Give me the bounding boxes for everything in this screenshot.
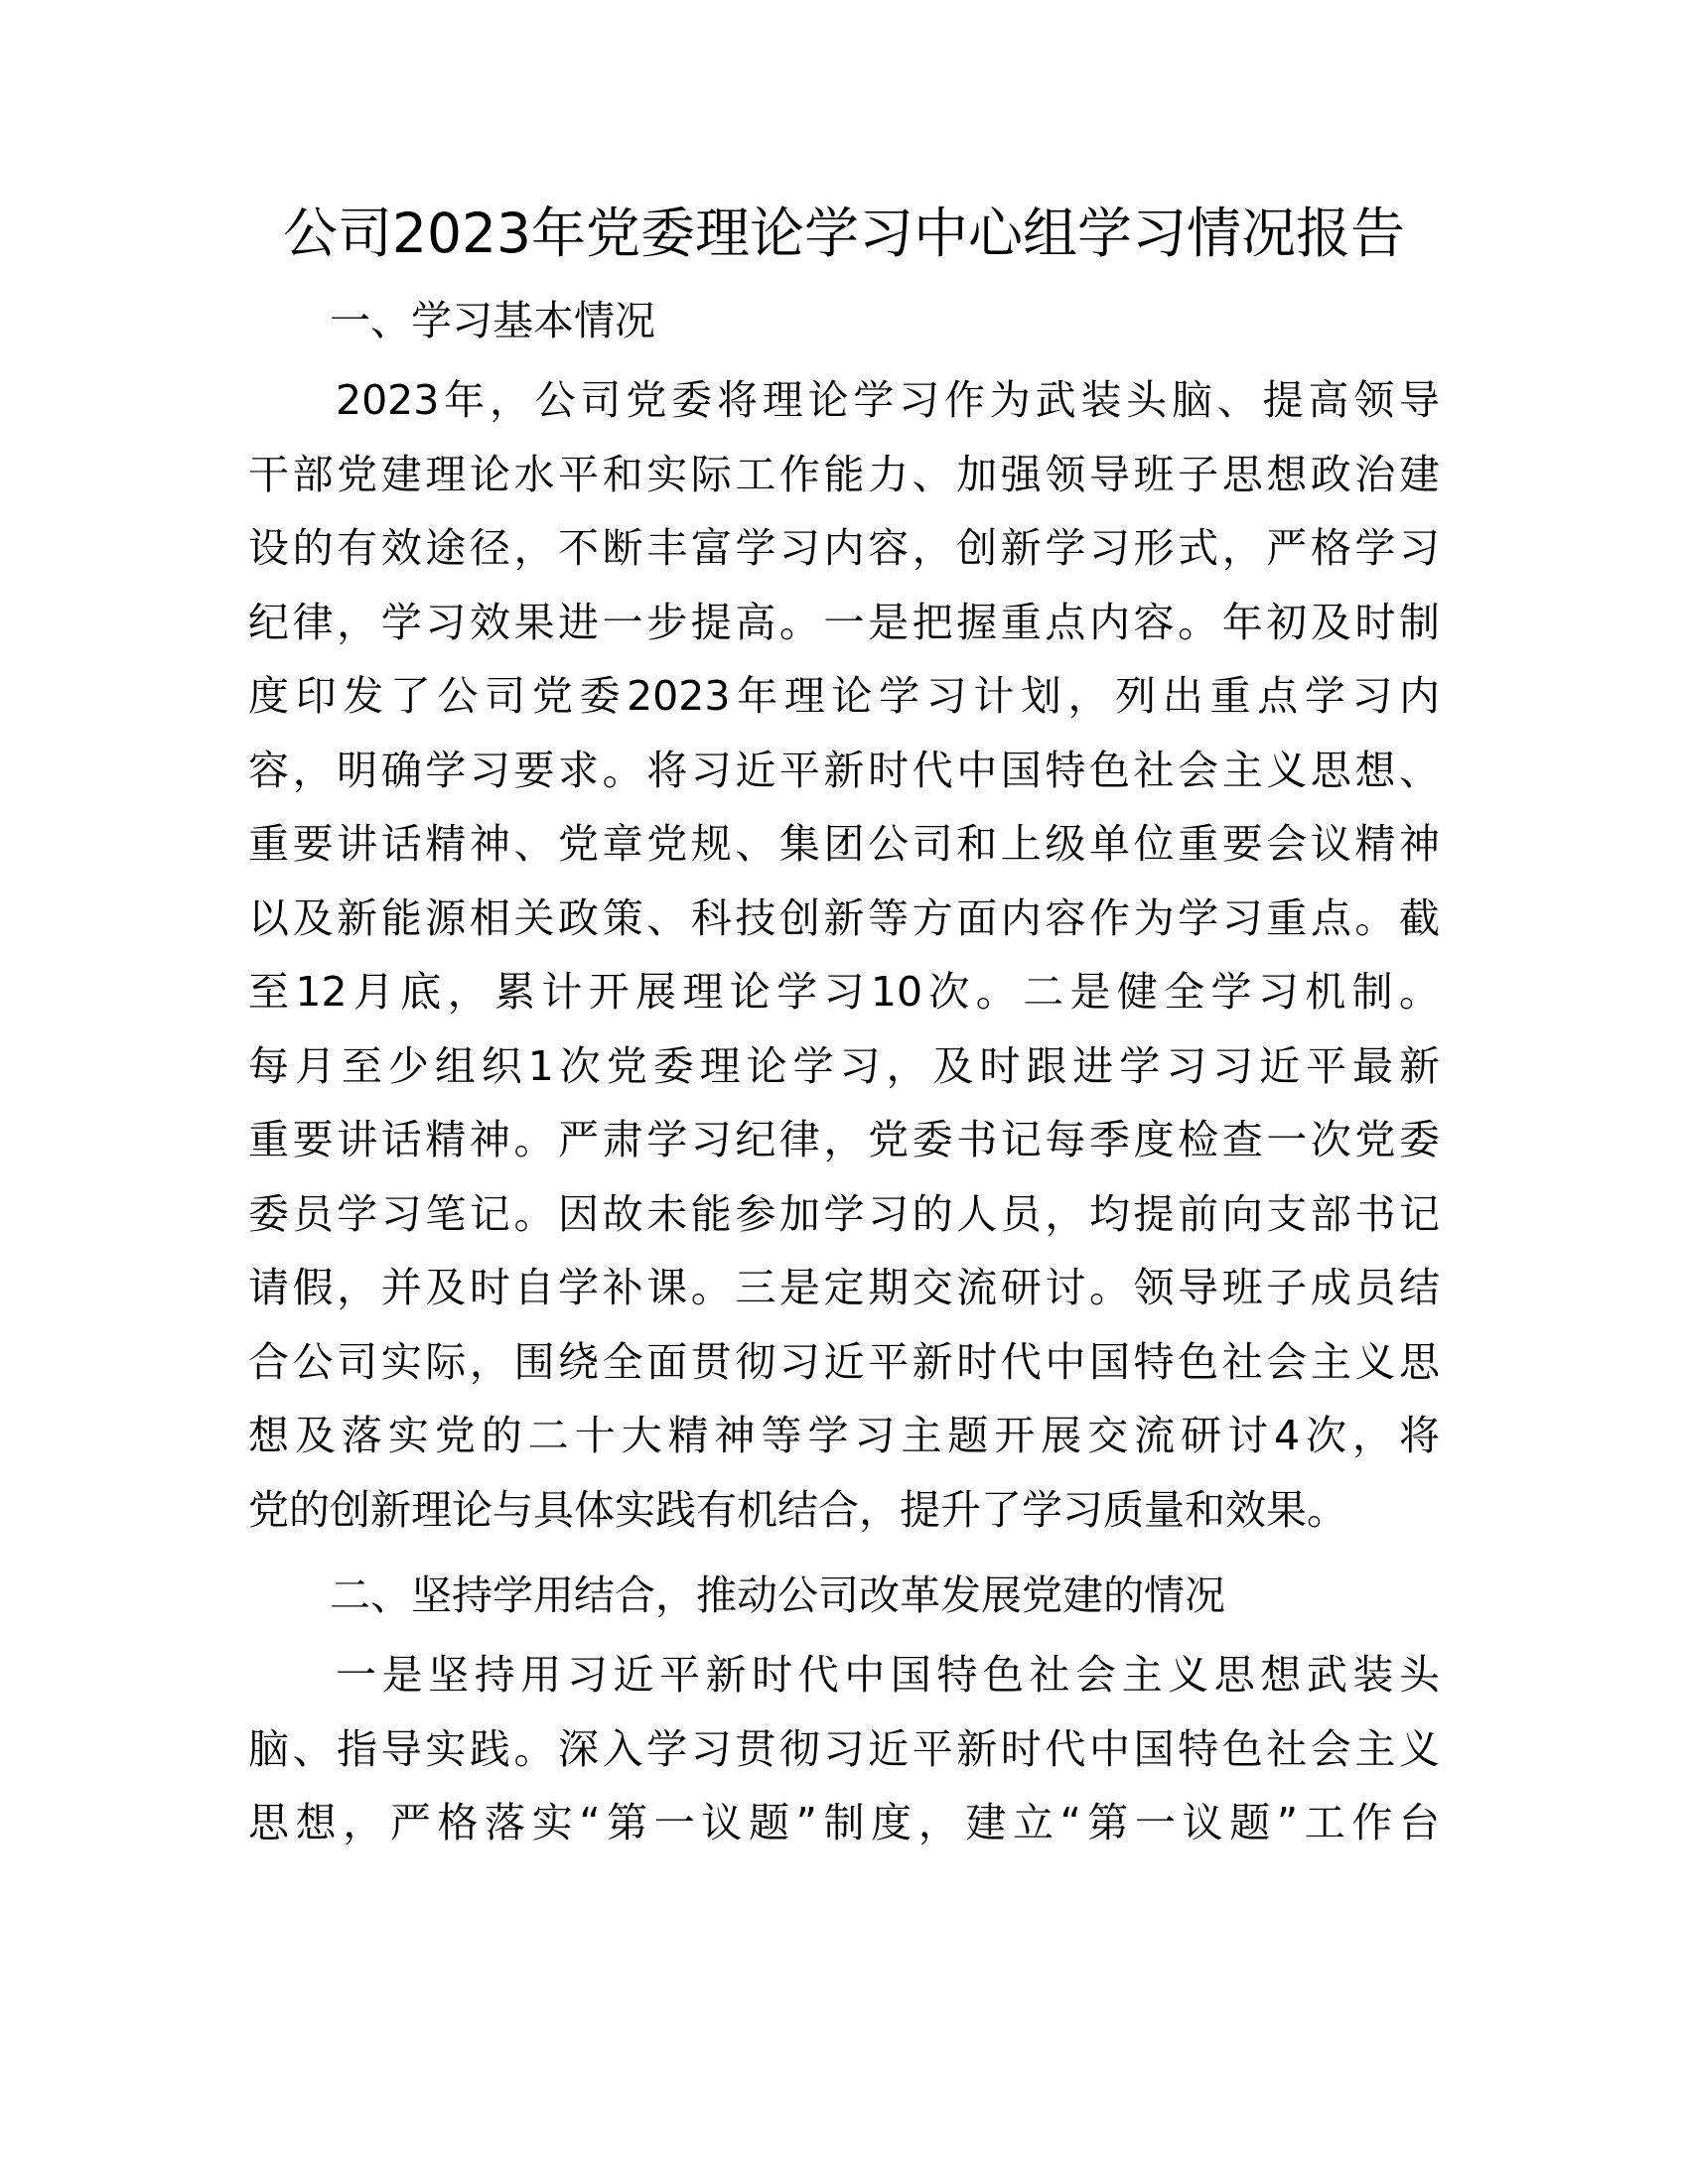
paragraph-1 <box>248 363 1440 1547</box>
paragraph-line: 容，明确学习要求。将习近平新时代中国特色社会主义思想、 <box>248 746 1440 794</box>
paragraph-line: 每月至少组织1次党委理论学习，及时跟进学习习近平最新 <box>248 1041 1440 1090</box>
paragraph-line: 至12月底，累计开展理论学习10次。二是健全学习机制。 <box>248 968 1440 1016</box>
paragraph-line: 脑、指导实践。深入学习贯彻习近平新时代中国特色社会主义 <box>248 1724 1440 1773</box>
paragraph-line: 党的创新理论与具体实践有机结合，提升了学习质量和效果。 <box>248 1485 1347 1534</box>
paragraph-line: 合公司实际，围绕全面贯彻习近平新时代中国特色社会主义思 <box>248 1337 1440 1386</box>
paragraph-line: 思想，严格落实“第一议题”制度，建立“第一议题”工作台 <box>248 1799 1440 1846</box>
document-title: 公司2023年党委理论学习中心组学习情况报告 <box>283 202 1405 265</box>
paragraph-line: 重要讲话精神、党章党规、集团公司和上级单位重要会议精神 <box>248 820 1440 868</box>
paragraph-line: 纪律，学习效果进一步提高。一是把握重点内容。年初及时制 <box>248 598 1440 646</box>
paragraph-line: 委员学习笔记。因故未能参加学习的人员，均提前向支部书记 <box>248 1189 1440 1238</box>
section-heading-1: 一、学习基本情况 <box>330 297 655 344</box>
paragraph-line: 一是坚持用习近平新时代中国特色社会主义思想武装头 <box>336 1651 1440 1699</box>
paragraph-2 <box>248 1638 1440 1860</box>
paragraph-line: 设的有效途径，不断丰富学习内容，创新学习形式，严格学习 <box>248 524 1440 572</box>
paragraph-line: 请假，并及时自学补课。三是定期交流研讨。领导班子成员结 <box>248 1264 1440 1311</box>
paragraph-line: 2023年，公司党委将理论学习作为武装头脑、提高领导 <box>336 376 1440 424</box>
paragraph-line: 重要讲话精神。严肃学习纪律，党委书记每季度检查一次党委 <box>248 1116 1440 1163</box>
document-page <box>248 199 1440 1860</box>
paragraph-line: 度印发了公司党委2023年理论学习计划，列出重点学习内 <box>248 672 1440 720</box>
paragraph-line: 想及落实党的二十大精神等学习主题开展交流研讨4次，将 <box>248 1412 1440 1459</box>
section-heading-2: 二、坚持学用结合，推动公司改革发展党建的情况 <box>330 1571 1225 1619</box>
paragraph-line: 以及新能源相关政策、科技创新等方面内容作为学习重点。截 <box>248 893 1440 942</box>
paragraph-line: 干部党建理论水平和实际工作能力、加强领导班子思想政治建 <box>248 450 1440 498</box>
